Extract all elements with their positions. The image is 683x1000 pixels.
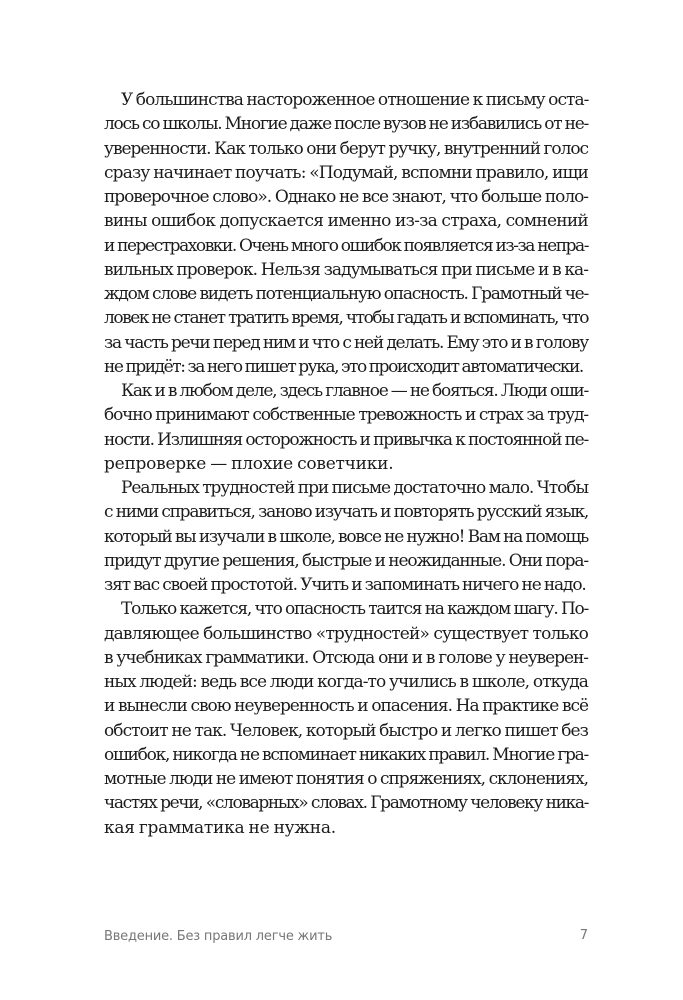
text-line: и вынесли свою неуверенность и опасения. На практике всё: [104, 696, 588, 717]
text-line: ждом слове видеть потенциальную опасность. Грамотный че-: [104, 284, 588, 304]
text-line: вильных проверок. Нельзя задумываться при письме и в ка-: [104, 259, 588, 280]
text-line: придут другие решения, быстрые и неожиданные. Они пора-: [104, 550, 588, 571]
text-line: ности. Излишняя осторожность и привычка к постоянной пе-: [104, 429, 588, 450]
text-line: уверенности. Как только они берут ручку, внутренний голос: [104, 138, 588, 159]
text-line: лось со школы. Многие даже после вузов не избавились от не-: [104, 114, 588, 135]
text-line: давляющее большинство «трудностей» существует только: [104, 623, 588, 644]
text-line: мотные люди не имеют понятия о спряжениях, склонениях,: [104, 769, 588, 789]
text-line: и перестраховки. Очень много ошибок появляется из-за непра-: [104, 235, 588, 256]
paragraph: [104, 476, 588, 597]
page-number: 7: [579, 928, 588, 943]
text-line: Как и в любом деле, здесь главное — не бояться. Люди оши-: [121, 381, 588, 401]
text-line: не придёт: за него пишет рука, это происходит автоматически.: [104, 356, 583, 377]
paragraph: [104, 597, 588, 840]
text-line: Только кажется, что опасность таится на каждом шагу. По-: [121, 599, 588, 620]
text-line: вины ошибок допускается именно из-за страха, сомнений: [104, 211, 588, 232]
text-line: кая грамматика не нужна.: [104, 817, 336, 838]
text-line: ловек не станет тратить время, чтобы гадать и вспоминать, что: [104, 308, 588, 329]
running-title: Введение. Без правил легче жить: [104, 929, 333, 944]
paragraph: [104, 88, 588, 379]
text-line: за часть речи перед ним и что с ней делать. Ему это и в голову: [104, 332, 588, 353]
text-line: ных людей: ведь все люди когда-то учились в школе, откуда: [104, 672, 588, 692]
text-line: проверочное слово». Однако не все знают, что больше поло-: [104, 187, 588, 207]
paragraph: [104, 379, 588, 476]
text-line: с ними справиться, заново изучать и повторять русский язык,: [104, 502, 588, 523]
text-line: частях речи, «словарных» словах. Грамотному человеку ника-: [104, 793, 588, 814]
body-text: [104, 88, 588, 840]
text-line: ошибок, никогда не вспоминает никаких правил. Многие гра-: [104, 744, 588, 765]
text-line: бочно принимают собственные тревожность и страх за труд-: [104, 405, 588, 426]
text-line: зят вас своей простотой. Учить и запоминать ничего не надо.: [104, 575, 586, 595]
text-line: сразу начинает поучать: «Подумай, вспомни правило, ищи: [104, 162, 588, 183]
text-line: обстоит не так. Человек, который быстро и легко пишет без: [104, 720, 588, 741]
text-line: в учебниках грамматики. Отсюда они и в голове у неуверен-: [104, 647, 588, 668]
text-line: который вы изучали в школе, вовсе не нужно! Вам на помощь: [104, 526, 588, 547]
text-line: У большинства настороженное отношение к письму оста-: [121, 90, 589, 110]
text-line: репроверке — плохие советчики.: [104, 453, 394, 474]
text-line: Реальных трудностей при письме достаточно мало. Чтобы: [121, 478, 588, 498]
